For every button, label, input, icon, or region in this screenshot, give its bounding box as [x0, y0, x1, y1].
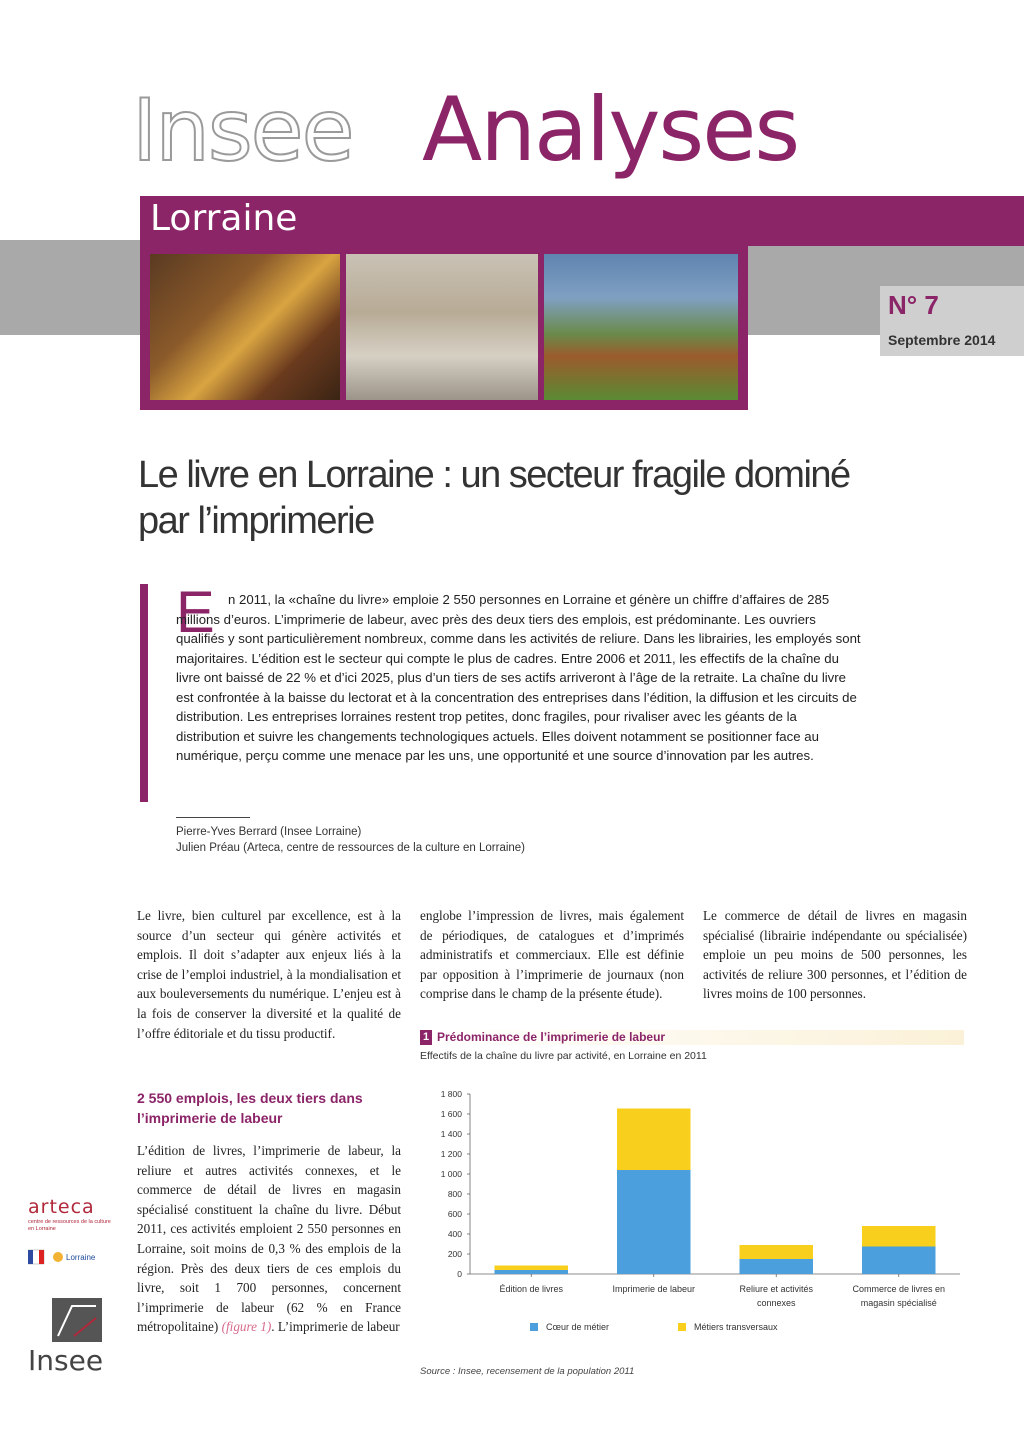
page-title: Le livre en Lorraine : un secteur fragile dominé par l’imprimerie [138, 454, 850, 542]
chapeau-text [176, 590, 864, 766]
y-tick-label: 1 200 [440, 1149, 462, 1159]
bar-transversaux [862, 1226, 936, 1247]
brand-analyses: Analyses [422, 78, 799, 181]
legend-label: Métiers transversaux [694, 1322, 778, 1332]
figure-title: Prédominance de l’imprimerie de labeur [437, 1030, 666, 1044]
body-paragraph: englobe l’impression de livres, mais également de périodiques, de catalogues et d’imprimés administratifs et commerciaux. Elle est définie par opposition à l’imprimerie de journaux (non comprise dans le champ de la présente étude). [420, 908, 684, 1002]
issue-date: Septembre 2014 [888, 332, 996, 348]
chapeau-body: n 2011, la «chaîne du livre» emploie 2 550 personnes en Lorraine et génère un chiffre d’affaires de 285 millions d’euros. L’imprimerie de labeur, avec près des deux tiers des emplois, est prédominante. Les ouvriers qualifiés y sont particulièrement nombreux, comme dans les activités de reliure. Dans les librairies, les employés sont majoritaires. L’édition est le secteur qui compte le plus de cadres. Entre 2006 et 2011, les effectifs de la chaîne du livre ont baissé de 22 % et d’ici 2025, plus d’un tiers de ses actifs arriveront à l’âge de la retraite. La chaîne du livre est confrontée à la baisse du lectorat et à la concentration des entreprises dans l’édition, la diffusion et les circuits de distribution. Les entreprises lorraines restent trop petites, donc fragiles, pour rivaliser avec les géants de la distribution et suivre les changements technologiques actuels. Elles doivent notamment se positionner face au numérique, perçu comme une menace par les uns, une opportunité et une source d’innovation par les autres. [176, 592, 861, 763]
issue-number: N° 7 [888, 290, 939, 320]
y-tick-label: 1 000 [440, 1169, 462, 1179]
insee-logo: Insee [28, 1344, 104, 1377]
figure-subtitle: Effectifs de la chaîne du livre par activité, en Lorraine en 2011 [420, 1050, 707, 1062]
y-tick-label: 800 [447, 1189, 462, 1199]
y-tick-label: 400 [447, 1229, 462, 1239]
y-tick-label: 200 [447, 1249, 462, 1259]
insee-logo-icon [52, 1298, 102, 1342]
region-label: Lorraine [150, 198, 298, 239]
photo-still-life [150, 254, 340, 400]
bar-transversaux [617, 1109, 691, 1171]
y-tick-label: 1 800 [440, 1089, 462, 1099]
arteca-tagline: centre de ressources de la culture en Lorraine [28, 1219, 111, 1232]
partner-logos [28, 1246, 112, 1268]
bar-coeur [862, 1247, 936, 1275]
figure-source: Source : Insee, recensement de la population 2011 [420, 1366, 635, 1377]
body-paragraph: Le livre, bien culturel par excellence, est à la source d’un secteur qui génère activités et emplois. Il doit s’adapter aux enjeux liés à la crise de l’emploi industriel, à la mondialisation et aux bouleversements du numérique. L’enjeu est à la fois de conserver la diversité et la qualité de l’offre éditoriale et du tissu productif. [137, 908, 401, 1041]
partner-logo-text: Lorraine [66, 1253, 96, 1262]
body-text: . L’imprimerie de labeur [271, 1319, 400, 1335]
arteca-logo: arteca [28, 1196, 95, 1218]
figure-number: 1 [420, 1030, 432, 1045]
section-heading: 2 550 emplois, les deux tiers dans l’imprimerie de labeur [137, 1090, 363, 1126]
y-tick-label: 0 [457, 1269, 462, 1279]
photo-chalet [544, 254, 738, 400]
x-tick-label: Imprimerie de labeur [612, 1284, 696, 1294]
bar-transversaux [495, 1266, 569, 1271]
figure-link[interactable]: (figure 1) [221, 1319, 272, 1335]
photo-town-square [346, 254, 538, 400]
bar-transversaux [740, 1245, 814, 1259]
stacked-bar-chart [420, 1078, 970, 1348]
x-tick-label: Reliure et activités connexes [739, 1284, 814, 1308]
x-tick-label: Édition de livres [499, 1284, 564, 1294]
header-photo-strip [140, 246, 748, 410]
bar-coeur [617, 1170, 691, 1274]
author-line: Julien Préau (Arteca, centre de ressources de la culture en Lorraine) [176, 842, 526, 854]
body-text: L’édition de livres, l’imprimerie de labeur, la reliure et autres activités connexes, et le commerce de détail de livres en magasin spécialisé constituent la chaîne du livre. Début 2011, ces activités emploient 2 550 personnes en Lorraine, soit moins de 0,3 % des emplois de la région. Près des deux tiers de ces emplois du livre, soit 1 700 personnes, concernent l’imprimerie de labeur (62 % en France métropolitaine) [137, 1143, 401, 1335]
body-paragraph [137, 1141, 401, 1337]
brand-insee: Insee [132, 81, 353, 181]
chapeau-accent-bar [140, 584, 148, 802]
bar-coeur [740, 1259, 814, 1274]
body-paragraph: Le commerce de détail de livres en magasin spécialisé (librairie indépendante ou spécialisée) emploie un peu moins de 500 personnes, les activités de reliure 300 personnes, et l’édition de livres moins de 100 personnes. [703, 908, 967, 1002]
y-tick-label: 600 [447, 1209, 462, 1219]
author-line: Pierre-Yves Berrard (Insee Lorraine) [176, 826, 362, 838]
x-tick-label: Commerce de livres en magasin spécialisé [852, 1284, 946, 1308]
y-tick-label: 1 400 [440, 1129, 462, 1139]
legend-swatch [678, 1323, 686, 1331]
drop-cap: E [176, 580, 215, 645]
y-tick-label: 1 600 [440, 1109, 462, 1119]
author-divider [176, 817, 250, 818]
legend-swatch [530, 1323, 538, 1331]
bar-coeur [495, 1270, 569, 1274]
legend-label: Cœur de métier [546, 1322, 610, 1332]
